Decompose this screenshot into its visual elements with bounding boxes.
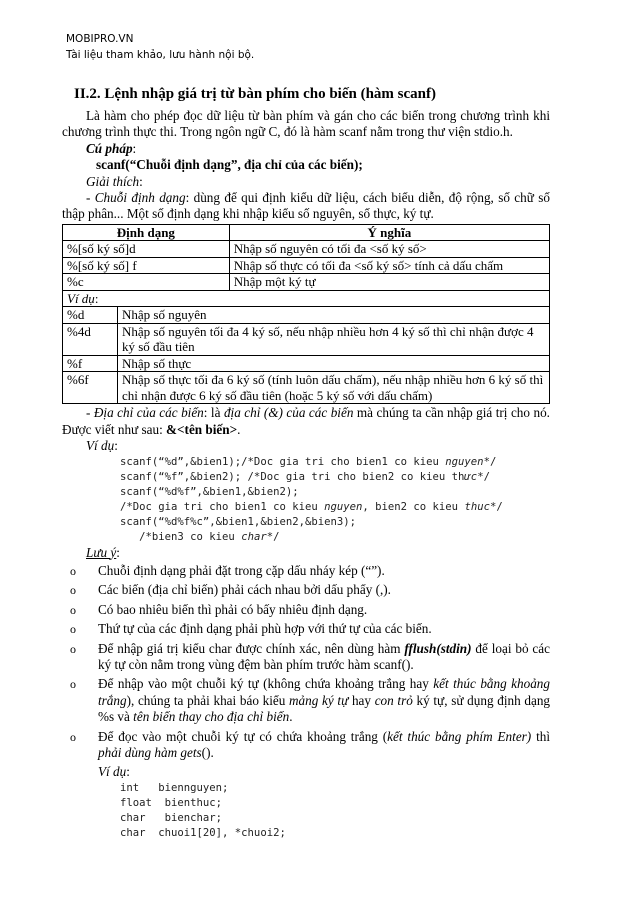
table-cell: Nhập một ký tự — [229, 274, 549, 291]
table-cell: Nhập số thực có tối đa <số ký số> tính cả dấu chấm — [229, 257, 549, 274]
table-row — [63, 274, 550, 291]
table-cell: Nhập số thực — [118, 355, 550, 372]
list-item: o Thứ tự của các định dạng phải phù hợp với thứ tự của các biến. — [70, 621, 432, 637]
syntax-label: Cú pháp — [86, 140, 133, 156]
address-form: &<tên biến> — [166, 421, 238, 437]
example-label-line-2: Ví dụ: — [98, 764, 130, 780]
table-header-row — [63, 224, 550, 241]
code-line: scanf(“%f”,&bien2); /*Doc gia tri cho bien2 co kieu thưc*/ — [120, 470, 490, 483]
code-line: float bienthuc; — [120, 796, 223, 809]
bullet-icon: o — [70, 583, 76, 598]
page-header — [66, 31, 254, 63]
table-cell: Nhập số nguyên — [118, 307, 550, 324]
address-rest: mà chúng ta cần nhập giá trị cho nó. Được viết như sau: — [62, 405, 550, 437]
example-label-text: Ví dụ — [67, 290, 95, 306]
table-row — [63, 257, 550, 274]
format-table — [62, 224, 550, 405]
notes-list — [62, 563, 550, 761]
bullet-icon: o — [70, 729, 76, 744]
example-label-2: Ví dụ — [98, 764, 127, 780]
code-line: scanf(“%d”,&bien1);/*Doc gia tri cho bien1 co kieu nguyen*/ — [120, 455, 497, 468]
header-site: MOBIPRO.VN — [66, 33, 134, 45]
bullet-icon: o — [70, 602, 76, 617]
syntax-line: scanf(“Chuỗi định dạng”, địa chỉ của các biến); — [96, 157, 363, 173]
table-cell: %[số ký số]d — [63, 241, 230, 258]
table-cell: %d — [63, 307, 118, 324]
table-cell: %4d — [63, 323, 118, 355]
table-row — [63, 323, 550, 355]
format-desc: : dùng để qui định kiểu dữ liệu, cách biểu diễn, độ rộng, số chữ số thập phân... Một số định dạng khi nhập kiểu số nguyên, số thực, ký tự. — [62, 190, 550, 222]
code-line: char chuoi1[20], *chuoi2; — [120, 826, 286, 839]
table-cell: %[số ký số] f — [63, 257, 230, 274]
table-cell: Nhập số thực tối đa 6 ký số (tính luôn dấu chấm), nếu nhập nhiều hơn 6 ký số thì chỉ nhận được 6 ký số đầu tiên (hoặc 5 ký số với dấu chấm) — [118, 372, 550, 404]
format-term: Chuỗi định dạng — [94, 190, 186, 206]
code-line: scanf(“%d%f%c”,&bien1,&bien2,&bien3); — [120, 515, 356, 528]
intro-paragraph: Là hàm cho phép đọc dữ liệu từ bàn phím và gán cho các biến trong chương trình khi chương trình thực thi. Trong ngôn ngữ C, đó là hàm scanf nằm trong thư viện stdio.h. — [62, 108, 550, 140]
table-cell: Nhập số nguyên có tối đa <số ký số> — [229, 241, 549, 258]
header-note: Tài liệu tham khảo, lưu hành nội bộ. — [66, 49, 255, 61]
table-row — [63, 355, 550, 372]
example-label: Ví dụ — [86, 438, 115, 454]
list-item: o Chuỗi định dạng phải đặt trong cặp dấu nháy kép (“”). — [70, 562, 385, 578]
table-cell: %f — [63, 355, 118, 372]
bullet-icon: o — [70, 563, 76, 578]
table-header-format: Định dạng — [63, 224, 230, 241]
address-mid: : là — [203, 405, 224, 421]
address-paragraph: - Địa chỉ của các biến: là địa chỉ (&) của các biến mà chúng ta cần nhập giá trị cho nó. Được viết như sau: &<tên biến>. — [62, 405, 550, 437]
table-row — [63, 372, 550, 404]
code-line: char bienchar; — [120, 811, 223, 824]
code-line: int biennguyen; — [120, 781, 229, 794]
section-title: II.2. Lệnh nhập giá trị từ bàn phím cho biến (hàm scanf) — [74, 86, 436, 102]
explain-label-line: Giải thích: — [86, 173, 143, 189]
address-end: . — [237, 421, 241, 437]
table-cell: %6f — [63, 372, 118, 404]
note-label-line: Lưu ý: — [86, 544, 120, 560]
address-term2: địa chỉ (&) của các biến — [223, 405, 354, 421]
bullet-icon: o — [70, 677, 76, 692]
table-cell: Nhập số nguyên tối đa 4 ký số, nếu nhập nhiều hơn 4 ký số thì chỉ nhận được 4 ký số đầu tiên — [118, 323, 550, 355]
table-example-label: Ví dụ: — [63, 290, 550, 307]
table-cell: %c — [63, 274, 230, 291]
list-item: o Các biến (địa chỉ biến) phải cách nhau bởi dấu phẩy (,). — [70, 582, 391, 598]
list-item: o Để nhập vào một chuỗi ký tự (không chứa khoảng trắng hay kết thúc bằng khoảng trắng), chúng ta phải khai báo kiểu mảng ký tự hay con trỏ ký tự, sử dụng định dạng %s và tên biến thay cho địa chỉ biến. — [70, 676, 551, 725]
table-example-label-row — [63, 290, 550, 307]
note-label: Lưu ý — [86, 544, 117, 560]
list-item: o Để nhập giá trị kiểu char được chính xác, nên dùng hàm fflush(stdin) để loại bỏ các ký tự còn nằm trong vùng đệm bàn phím trước hàm scanf(). — [70, 640, 550, 672]
list-item: o Có bao nhiêu biến thì phải có bấy nhiêu định dạng. — [70, 601, 368, 617]
explain-label: Giải thích — [86, 173, 140, 189]
syntax-label-line: Cú pháp: — [86, 140, 137, 156]
example-label-line: Ví dụ: — [86, 438, 118, 454]
table-row — [63, 241, 550, 258]
code-block-2 — [62, 781, 550, 841]
bullet-icon: o — [70, 641, 76, 656]
code-block-1 — [62, 455, 550, 545]
list-item: o Để đọc vào một chuỗi ký tự có chứa khoảng trắng (kết thúc bằng phím Enter) thì phải dùng hàm gets(). — [70, 728, 551, 761]
format-paragraph: - Chuỗi định dạng: dùng để qui định kiểu dữ liệu, cách biểu diễn, độ rộng, số chữ số thập phân... Một số định dạng khi nhập kiểu số nguyên, số thực, ký tự. — [62, 190, 550, 222]
code-line: /*bien3 co kieu char*/ — [120, 530, 280, 543]
table-row — [63, 307, 550, 324]
code-line: /*Doc gia tri cho bien1 co kieu nguyen, bien2 co kieu thuc*/ — [120, 500, 503, 513]
code-line: scanf(“%d%f”,&bien1,&bien2); — [120, 485, 299, 498]
bullet-icon: o — [70, 622, 76, 637]
table-header-meaning: Ý nghĩa — [229, 224, 549, 241]
document-body — [62, 84, 550, 841]
address-term: Địa chỉ của các biến — [93, 405, 204, 421]
